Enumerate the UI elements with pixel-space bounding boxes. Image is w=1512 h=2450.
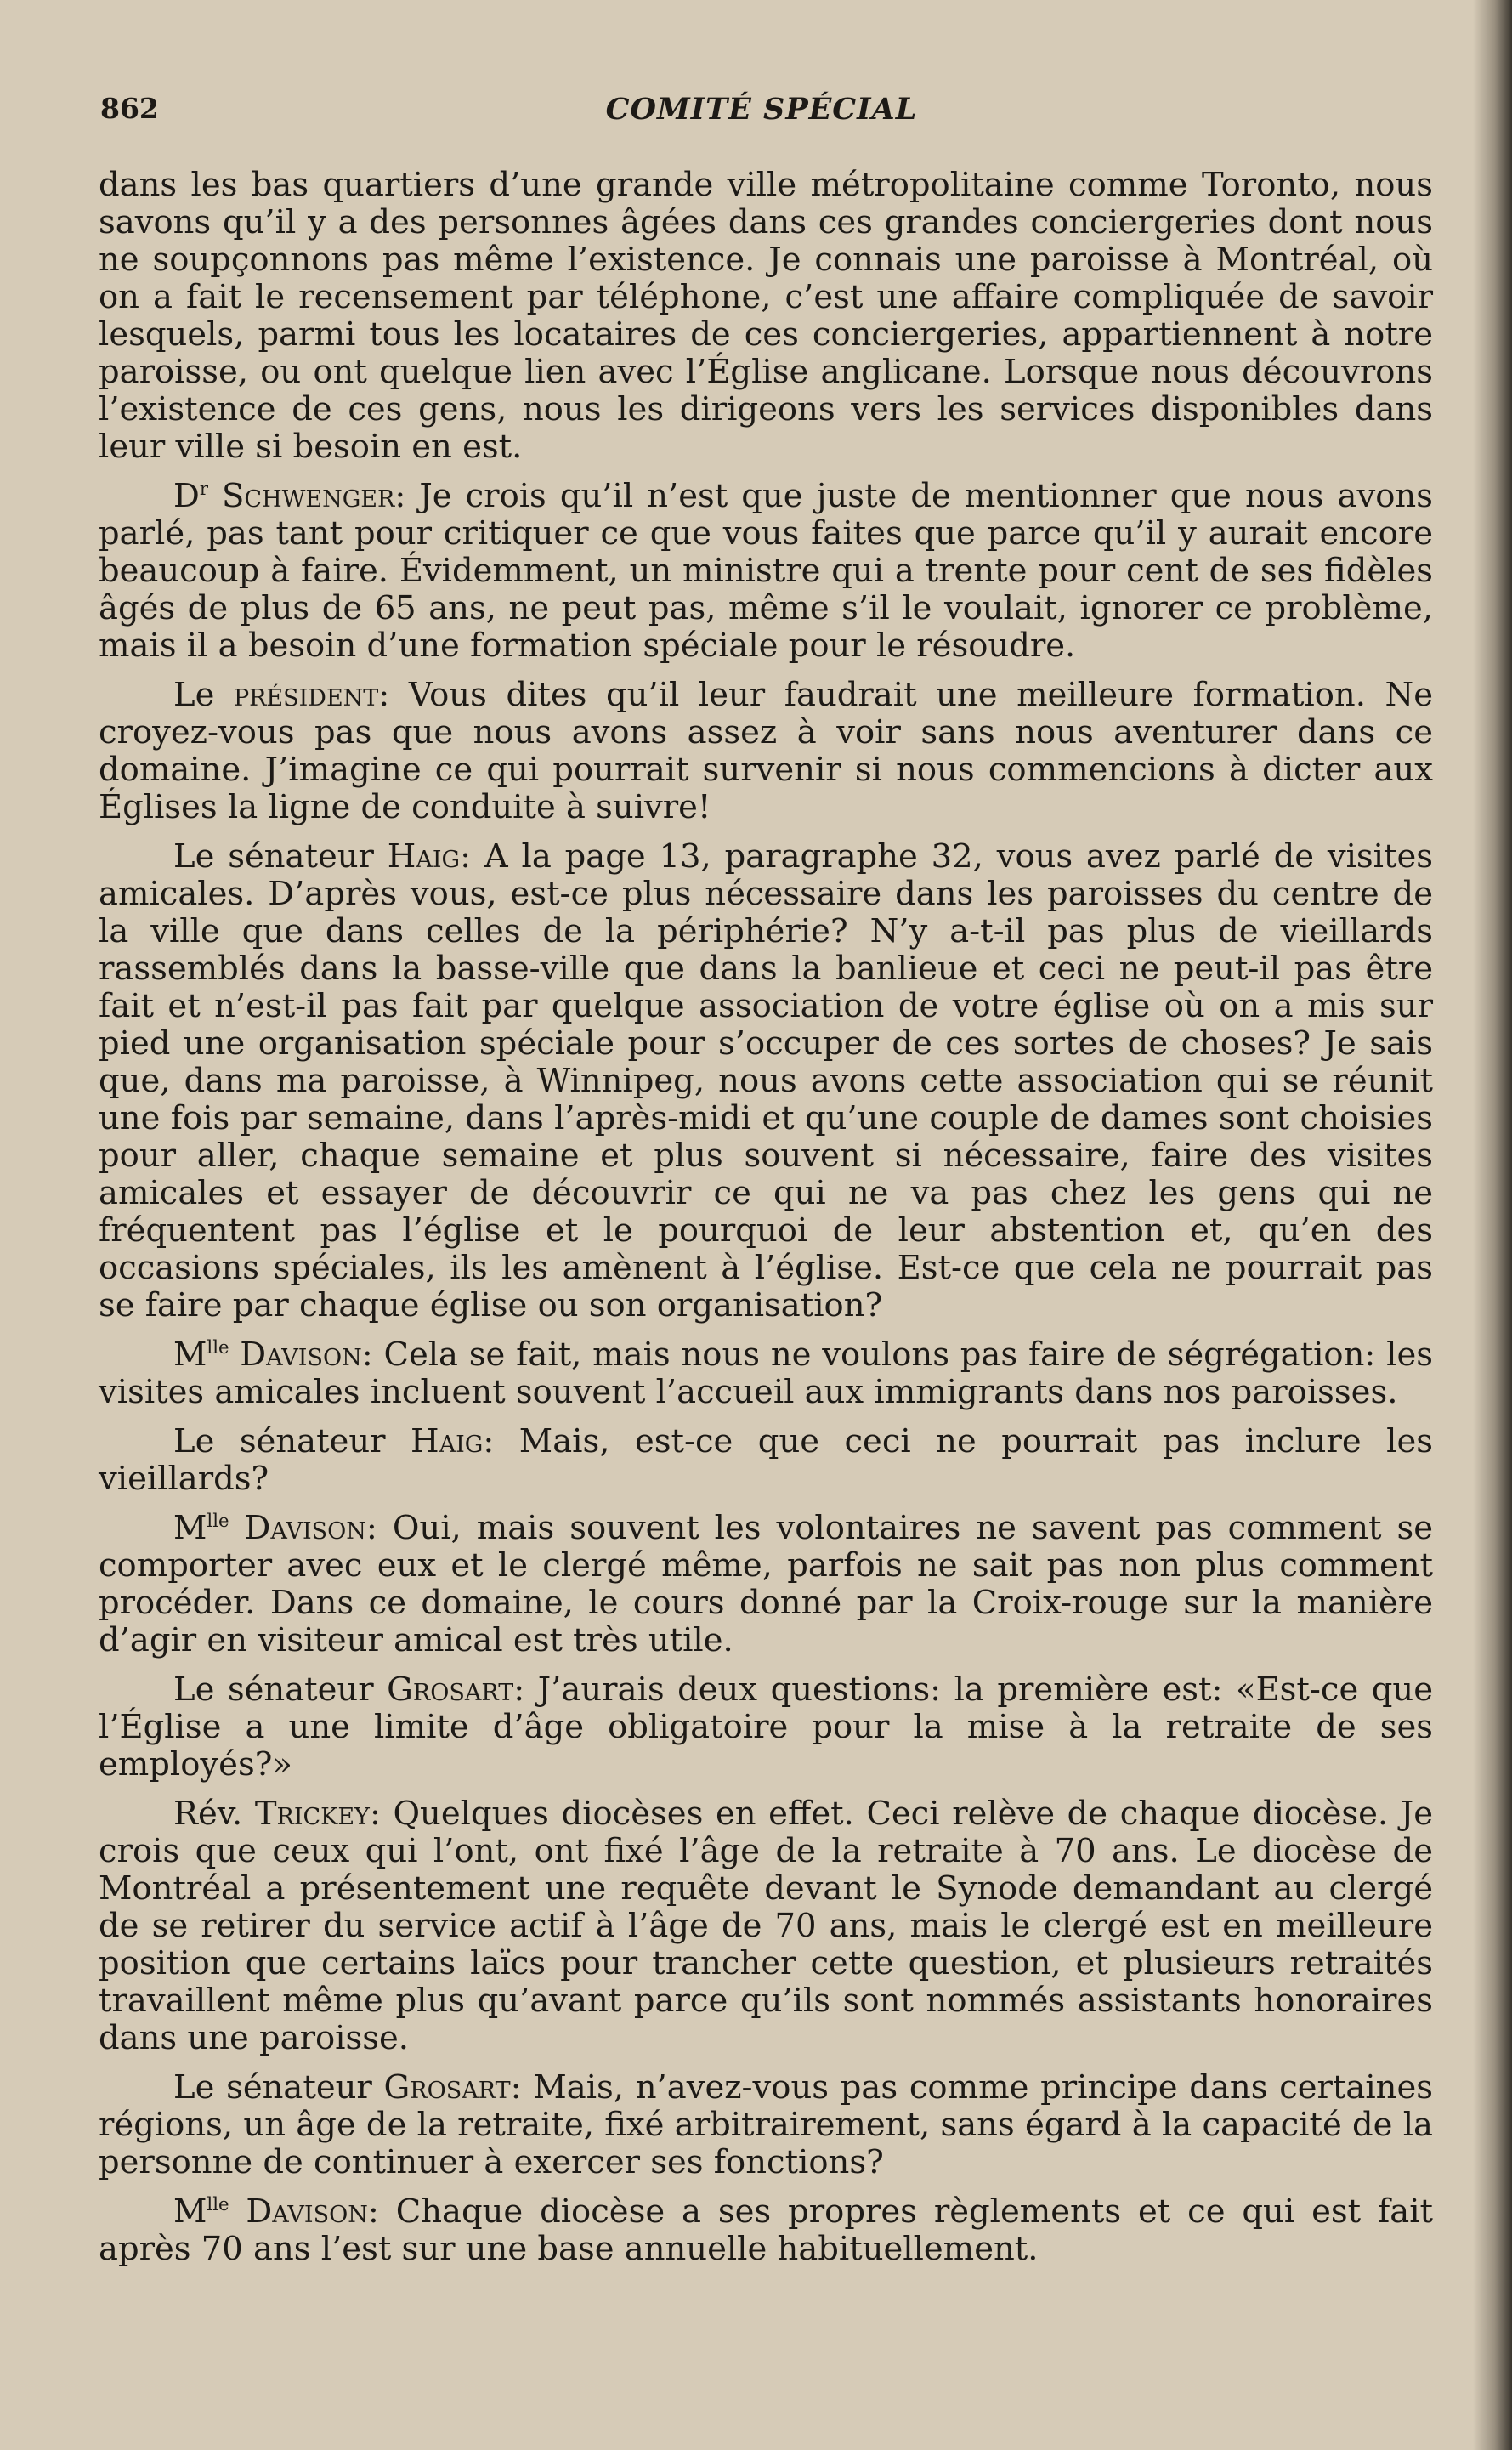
paragraph-text: J’aurais deux questions: la première est: «Est-ce que l’Église a une limite d’âge obligatoire pour la mise à la retraite de ses employés?» — [99, 1670, 1434, 1784]
paragraph — [99, 838, 1433, 1324]
paragraph — [99, 1510, 1433, 1659]
paragraph-text: Vous dites qu’il leur faudrait une meilleure formation. Ne croyez-vous pas que nous avons assez à voir sans nous aventurer dans ce domaine. J’imagine ce qui pourrait survenir si nous commencions à dicter aux Églises la ligne de conduite à suivre! — [99, 676, 1433, 826]
paragraph — [99, 167, 1433, 466]
speaker-name: Haig: — [387, 837, 472, 876]
speaker-name: Grosart: — [387, 1670, 525, 1709]
speaker-name: président: — [233, 676, 390, 714]
paragraph-text: A la page 13, paragraphe 32, vous avez parlé de visites amicales. D’après vous, est-ce plus nécessaire dans les paroisses du centre de la ville que dans celles de la périphérie? N’y a-t-il pas plus de vieillards rassemblés dans la basse-ville que dans la banlieue et ceci ne peut-il pas être fait et n’est-il pas fait par quelque association de votre église où on a mis sur pied une organisation spéciale pour s’occuper de ces sortes de choses? Je sais que, dans ma paroisse, à Winnipeg, nous avons cette association qui se réunit une fois par semaine, dans l’après-midi et qu’une couple de dames sont choisies pour aller, chaque semaine et plus souvent si nécessaire, faire des visites amicales et essayer de découvrir ce qui ne va pas chez les gens qui ne fréquentent pas l’église et le pourquoi de leur abstention et, qu’en des occasions spéciales, ils les amènent à l’église. Est-ce que cela ne pourrait pas se faire par chaque église ou son organisation? — [99, 837, 1433, 1324]
page-edge-shadow — [1473, 0, 1512, 2450]
paragraph — [99, 2193, 1433, 2268]
paragraph-text: Chaque diocèse a ses propres règlements et ce qui est fait après 70 ans l’est sur une base annuelle habituellement. — [99, 2192, 1433, 2268]
running-title: COMITÉ SPÉCIAL — [605, 92, 918, 127]
speaker-prefix: $D^r$ — [173, 477, 208, 515]
speaker-prefix: $M^{lle}$ — [173, 1336, 229, 1374]
speaker-prefix: Rév. — [173, 1795, 255, 1833]
page-number: 862 — [100, 92, 159, 125]
speaker-prefix: Le sénateur — [173, 2068, 384, 2107]
speaker-name: Haig: — [411, 1422, 495, 1460]
paragraph — [99, 1336, 1433, 1411]
speaker-name: Schwenger: — [222, 477, 406, 515]
speaker-name: Trickey: — [254, 1795, 381, 1833]
speaker-prefix: Le sénateur — [173, 1670, 388, 1709]
speaker-name: Grosart: — [383, 2068, 522, 2107]
paragraph — [99, 2069, 1433, 2181]
speaker-name: Davison: — [246, 2192, 379, 2231]
paragraph-text: Quelques diocèses en effet. Ceci relève de chaque diocèse. Je crois que ceux qui l’ont, ont fixé l’âge de la retraite à 70 ans. Le diocèse de Montréal a présentement une requête devant le Synode demandant au clergé de se retirer du service actif à l’âge de 70 ans, mais le clergé est en meilleure position que certains laïcs pour trancher cette question, et plusieurs retraités travaillent même plus qu’avant parce qu’ils sont nommés assistants honoraires dans une paroisse. — [99, 1795, 1433, 2057]
paragraph-text: dans les bas quartiers d’une grande ville métropolitaine comme Toronto, nous savons qu’il y a des personnes âgées dans ces grandes conciergeries dont nous ne soupçonnons pas même l’existence. Je connais une paroisse à Montréal, où on a fait le recensement par téléphone, c’est une affaire compliquée de savoir lesquels, parmi tous les locataires de ces conciergeries, appartiennent à notre paroisse, ou ont quelque lien avec l’Église anglicane. Lorsque nous découvrons l’existence de ces gens, nous les dirigeons vers les services disponibles dans leur ville si besoin en est. — [99, 166, 1433, 466]
paragraph — [99, 677, 1433, 826]
paragraph — [99, 1795, 1433, 2057]
paragraph-text: Mais, n’avez-vous pas comme principe dans certaines régions, un âge de la retraite, fixé arbitrairement, sans égard à la capacité de la personne de continuer à exercer ses fonctions? — [99, 2068, 1433, 2181]
speaker-prefix: Le sénateur — [173, 837, 388, 876]
paragraph — [99, 478, 1433, 665]
paragraph-text: Cela se fait, mais nous ne voulons pas faire de ségrégation: les visites amicales incluent souvent l’accueil aux immigrants dans nos paroisses. — [99, 1336, 1433, 1411]
speaker-prefix: $M^{lle}$ — [173, 1509, 229, 1547]
speaker-name: Davison: — [244, 1509, 377, 1547]
speaker-name: Davison: — [240, 1336, 373, 1374]
paragraph-text: Oui, mais souvent les volontaires ne savent pas comment se comporter avec eux et le clergé même, parfois ne sait pas non plus comment procéder. Dans ce domaine, le cours donné par la Croix-rouge sur la manière d’agir en visiteur amical est très utile. — [99, 1509, 1433, 1659]
speaker-prefix: Le sénateur — [173, 1422, 411, 1460]
paragraph — [99, 1423, 1433, 1498]
speaker-prefix: Le — [173, 676, 234, 714]
body-text — [99, 167, 1433, 2280]
speaker-prefix: $M^{lle}$ — [173, 2192, 229, 2231]
paragraph-text: Je crois qu’il n’est que juste de mentionner que nous avons parlé, pas tant pour critiquer ce que vous faites que parce qu’il y aurait encore beaucoup à faire. Évidemment, un ministre qui a trente pour cent de ses fidèles âgés de plus de 65 ans, ne peut pas, même s’il le voulait, ignorer ce problème, mais il a besoin d’une formation spéciale pour le résoudre. — [99, 477, 1433, 665]
page-header — [100, 92, 1423, 128]
paragraph-text: Mais, est-ce que ceci ne pourrait pas inclure les vieillards? — [99, 1422, 1433, 1498]
paragraph — [99, 1671, 1433, 1784]
